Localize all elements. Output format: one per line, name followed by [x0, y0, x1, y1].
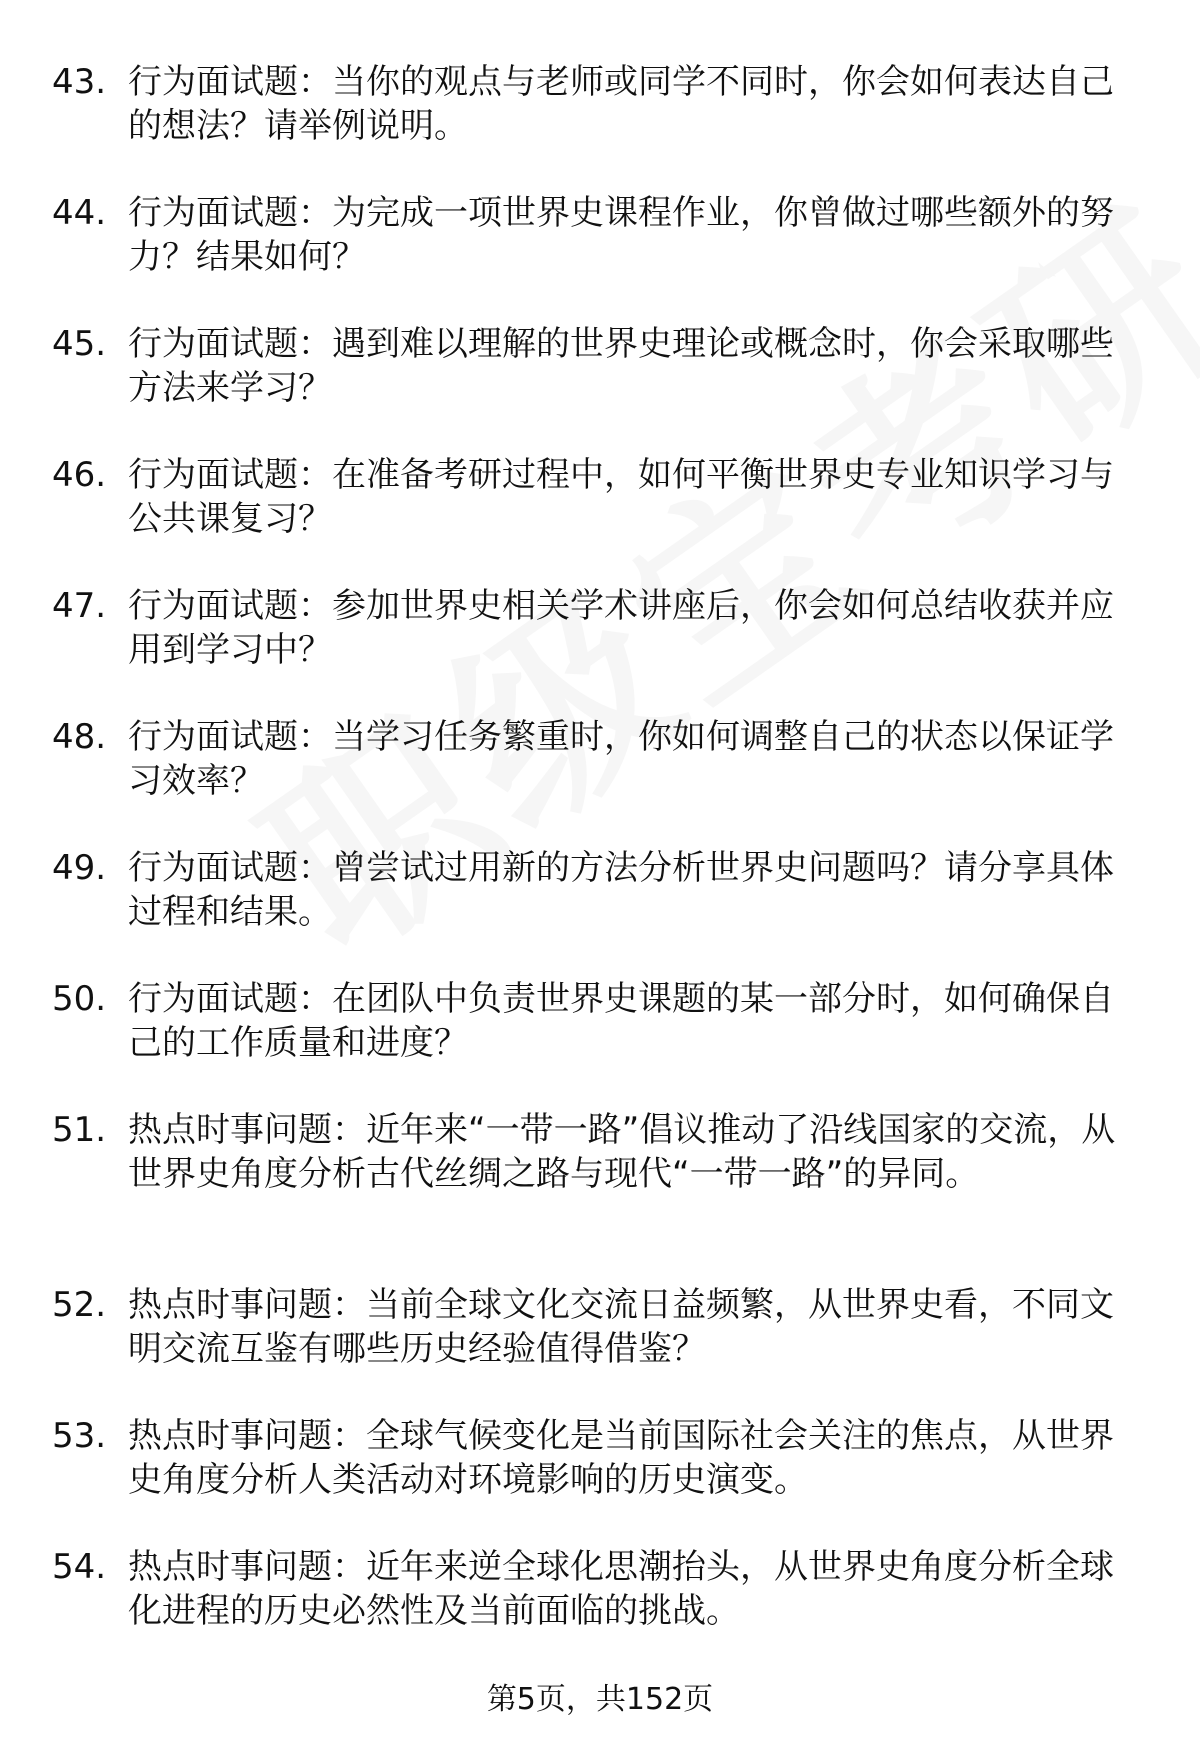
- question-item: [0, 1283, 1200, 1414]
- page-footer: 第5页，共152页: [486, 1682, 714, 1717]
- question-text: 行为面试题：当你的观点与老师或同学不同时，你会如何表达自己的想法？请举例说明。: [128, 62, 1114, 146]
- question-item: [0, 584, 1200, 715]
- question-text: 热点时事问题：近年来“一带一路”倡议推动了沿线国家的交流，从世界史角度分析古代丝绸之路与现代“一带一路”的异同。: [128, 1110, 1116, 1194]
- question-number: 43.: [52, 62, 107, 102]
- question-text: 行为面试题：遇到难以理解的世界史理论或概念时，你会采取哪些方法来学习？: [128, 324, 1114, 408]
- question-number: 53.: [52, 1416, 107, 1456]
- question-item: [0, 1545, 1200, 1676]
- question-text: 热点时事问题：当前全球文化交流日益频繁，从世界史看，不同文明交流互鉴有哪些历史经验值得借鉴？: [128, 1285, 1114, 1369]
- question-item: [0, 191, 1200, 322]
- question-number: 46.: [52, 455, 107, 495]
- question-item: [0, 1108, 1200, 1283]
- question-text: 行为面试题：参加世界史相关学术讲座后，你会如何总结收获并应用到学习中？: [128, 586, 1114, 670]
- question-item: [0, 60, 1200, 191]
- question-number: 51.: [52, 1110, 107, 1150]
- question-number: 54.: [52, 1547, 107, 1587]
- question-text: 行为面试题：曾尝试过用新的方法分析世界史问题吗？请分享具体过程和结果。: [128, 848, 1114, 932]
- question-number: 49.: [52, 848, 107, 888]
- question-number: 47.: [52, 586, 107, 626]
- question-item: [0, 1414, 1200, 1545]
- question-item: [0, 453, 1200, 584]
- question-number: 48.: [52, 717, 107, 757]
- question-item: [0, 715, 1200, 846]
- question-text: 行为面试题：在准备考研过程中，如何平衡世界史专业知识学习与公共课复习？: [128, 455, 1114, 539]
- question-item: [0, 846, 1200, 977]
- question-list: [0, 60, 1200, 1676]
- question-item: [0, 977, 1200, 1108]
- question-text: 行为面试题：当学习任务繁重时，你如何调整自己的状态以保证学习效率？: [128, 717, 1114, 801]
- question-number: 44.: [52, 193, 107, 233]
- question-number: 45.: [52, 324, 107, 364]
- question-item: [0, 322, 1200, 453]
- question-text: 行为面试题：为完成一项世界史课程作业，你曾做过哪些额外的努力？结果如何？: [128, 193, 1114, 277]
- question-text: 行为面试题：在团队中负责世界史课题的某一部分时，如何确保自己的工作质量和进度？: [128, 979, 1114, 1063]
- question-text: 热点时事问题：近年来逆全球化思潮抬头，从世界史角度分析全球化进程的历史必然性及当前面临的挑战。: [128, 1547, 1114, 1631]
- question-number: 52.: [52, 1285, 107, 1325]
- question-number: 50.: [52, 979, 107, 1019]
- question-text: 热点时事问题：全球气候变化是当前国际社会关注的焦点，从世界史角度分析人类活动对环境影响的历史演变。: [128, 1416, 1114, 1500]
